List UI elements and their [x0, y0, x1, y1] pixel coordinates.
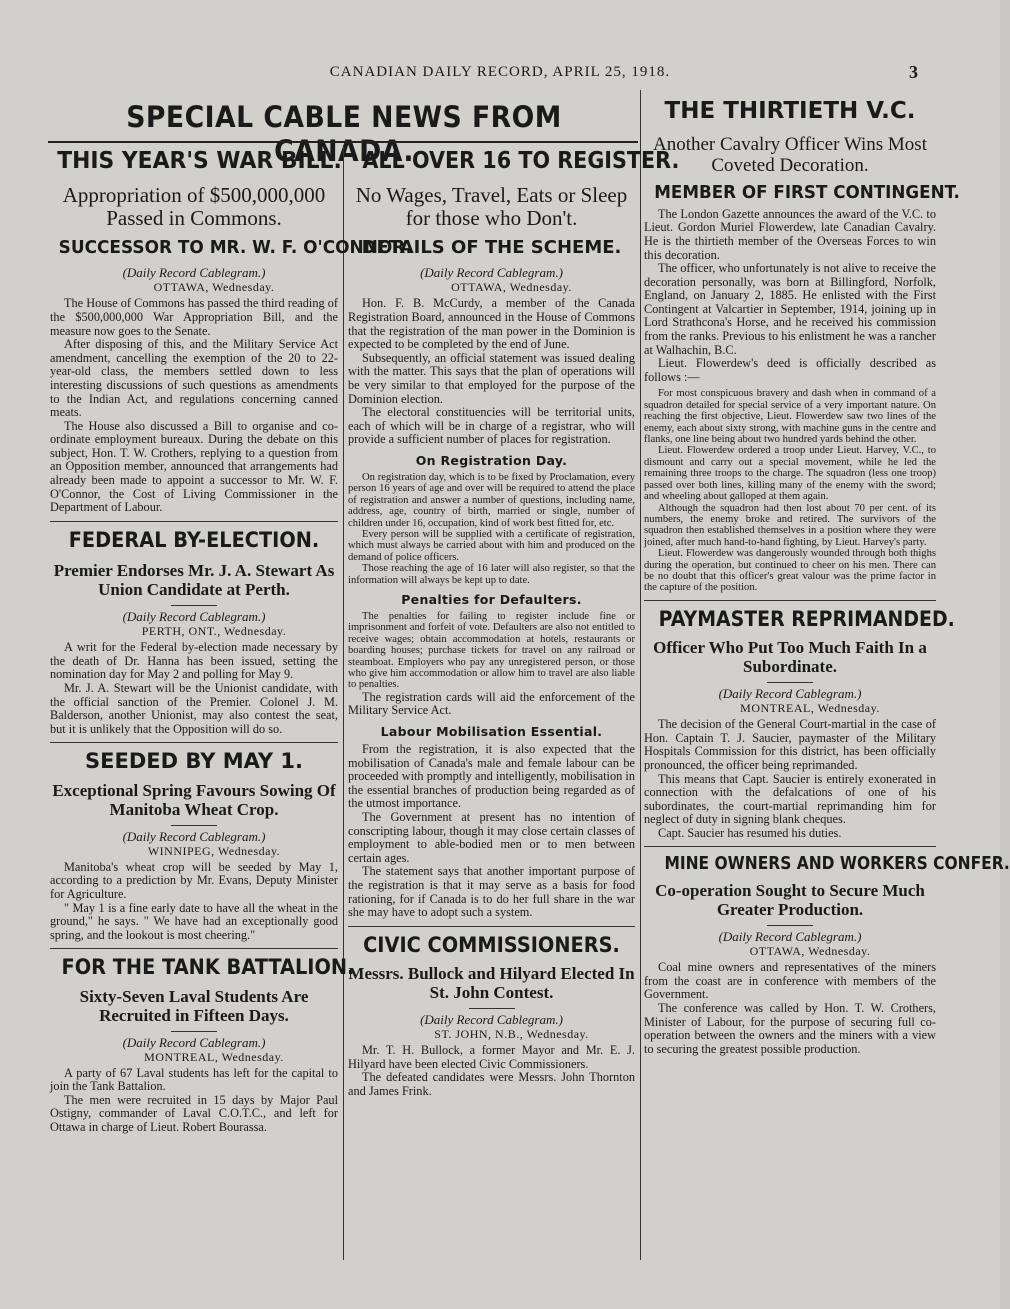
article-registration — [348, 148, 680, 920]
headline: THIS YEAR'S WAR BILL. — [57, 148, 342, 174]
deck: Premier Endorses Mr. J. A. Stewart As Union Candidate at Perth. — [53, 561, 335, 600]
article-divider — [50, 521, 338, 522]
paragraph: On registration day, which is to be fixed by Proclamation, every person 16 years of age and over will be required to attend the place of registration and answer a number of questions, including name, address, age, country of birth, married or single, number of children under 16, occupation, kind of work best fitted for, etc. — [348, 471, 635, 529]
deck: Officer Who Put Too Much Faith In a Subordinate. — [653, 637, 927, 676]
article-tank-battalion — [50, 955, 355, 1135]
paragraph: The penalties for failing to register include fine or imprisonment and forfeit of vote. Defaulters are also not entitled to receive wages; obtain accommodation at hotels, restaurants or boarding houses; purchase tickets for travel on any railroad or steamboat. Employers who pay any unregistered person, or those who give him accommodation or allow him to travel are also liable to penalties. — [348, 610, 635, 691]
section-subhead: Labour Mobilisation Essential. — [380, 723, 603, 739]
paragraph: Manitoba's wheat crop will be seeded by May 1, according to a prediction by Mr. Evans, Deputy Minister for Agriculture. — [50, 859, 338, 901]
paragraph: After disposing of this, and the Military Service Act amendment, cancelling the exemption of the 20 to 22-year-old class, the members settled down to less interesting discussions of such questions as amendments to the Indian Act, and regulations concerning canned meats. — [50, 337, 338, 420]
paragraph: Lieut. Flowerdew's deed is officially described as follows :— — [644, 356, 936, 384]
dateline: OTTAWA, Wednesday. — [749, 944, 871, 959]
article-seeded-by-may — [50, 749, 338, 942]
paragraph: Capt. Saucier has resumed his duties. — [658, 825, 842, 840]
headline: FOR THE TANK BATTALION. — [61, 955, 355, 980]
article-mine-owners — [644, 853, 1010, 1056]
headline: CIVIC COMMISSIONERS. — [363, 932, 620, 957]
paragraph: For most conspicuous bravery and dash when in command of a squadron detailed for special service of a very important nature. On reaching the first objective, Lieut. Flowerdew saw two lines of the enemy, each about sixty strong, with machine guns in the centre and flanks, one line being about two hundred yards behind the other. — [644, 388, 936, 446]
paragraph: The conference was called by Hon. T. W. Crothers, Minister of Labour, for the purpose of securing full co-operation between the owners and the miners with a view to securing the greatest possible production. — [644, 1001, 936, 1056]
column-rule-2 — [640, 90, 641, 1260]
paragraph: Mr. J. A. Stewart will be the Unionist candidate, with the official sanction of the Premier. Colonel J. M. Balderson, another Unionist, may also contest the seat, but it is unlikely that the Opposition will do so. — [50, 681, 338, 736]
credit: (Daily Record Cablegram.) — [122, 1034, 266, 1050]
article-divider — [50, 742, 338, 743]
page-number: 3 — [909, 62, 918, 82]
short-rule — [469, 1008, 515, 1009]
headline: FEDERAL BY-ELECTION. — [68, 527, 320, 552]
article-divider — [644, 846, 936, 847]
paragraph: The Government at present has no intention of conscripting labour, though it may close certain classes of employment to able-bodied men or to men between certain ages. — [348, 809, 635, 865]
credit: (Daily Record Cablegram.) — [718, 686, 862, 701]
article-divider — [50, 948, 338, 949]
section-banner: SPECIAL CABLE NEWS FROM CANADA. — [126, 100, 562, 168]
short-rule — [171, 1031, 217, 1032]
deck: Exceptional Spring Favours Sowing Of Manitoba Wheat Crop. — [52, 780, 336, 819]
article-thirtieth-vc — [644, 98, 960, 594]
credit: (Daily Record Cablegram.) — [122, 265, 266, 281]
paragraph: The registration cards will aid the enforcement of the Military Service Act. — [348, 689, 635, 718]
headline: PAYMASTER REPRIMANDED. — [658, 606, 955, 631]
paragraph: The House also discussed a Bill to organise and co-ordinate employment bureaux. During the debate on this subject, Hon. T. W. Crothers, replying to a question from an Opposition member, announced that arrangements had already been made to appoint a successor to Mr. W. F. O'Connor, the Cost of Living Commissioner in the Department of Labour. — [50, 418, 338, 515]
subhead: DETAILS OF THE SCHEME. — [361, 236, 622, 258]
headline: SEEDED BY MAY 1. — [85, 749, 303, 774]
headline: THE THIRTIETH V.C. — [664, 98, 916, 124]
article-federal-by-election — [50, 528, 338, 737]
paragraph: A writ for the Federal by-election made necessary by the death of Dr. Hanna has been issued, setting the nomination day for May 2 and polling for May 9. — [50, 640, 338, 682]
short-rule — [171, 605, 217, 606]
paragraph: The defeated candidates were Messrs. John Thornton and James Frink. — [348, 1070, 635, 1098]
deck: Co-operation Sought to Secure Much Greater Production. — [655, 881, 925, 920]
article-civic-commissioners — [348, 933, 635, 1099]
short-rule — [767, 682, 813, 683]
deck: Appropriation of $500,000,000 Passed in Commons. — [62, 182, 326, 231]
paragraph: The electoral constituencies will be territorial units, each of which will be in charge of a registrar, who will provide a sufficient number of places for registration. — [348, 405, 635, 447]
paragraph: Coal mine owners and representatives of the miners from the coast are in conference with members of the Government. — [644, 960, 936, 1002]
column-2 — [348, 148, 680, 1260]
section-subhead: On Registration Day. — [415, 452, 568, 468]
paragraph: From the registration, it is also expected that the mobilisation of Canada's male and female labour can be proceeded with promptly and intelligently, mobilisation in the essential branches of production being regarded as of the utmost importance. — [348, 741, 635, 811]
article-war-bill — [50, 148, 413, 515]
paragraph: Lieut. Flowerdew was dangerously wounded through both thighs during the operation, but continued to cheer on his men. There can be no doubt that this officer's great valour was the prime factor in the capture of the position. — [644, 548, 936, 594]
column-rule-1 — [343, 145, 344, 1260]
dateline: MONTREAL, Wednesday. — [144, 1049, 284, 1064]
credit: (Daily Record Cablegram.) — [122, 828, 266, 844]
paragraph: The London Gazette announces the award of the V.C. to Lieut. Gordon Muriel Flowerdew, late Canadian Cavalry. He is the thirtieth member of the Overseas Forces to win this decoration. — [644, 206, 936, 262]
headline: ALL OVER 16 TO REGISTER. — [362, 148, 680, 174]
paragraph: Lieut. Flowerdew ordered a troop under Lieut. Harvey, V.C., to dismount and carry out a special movement, while he led the remaining three troops to the charge. The squadron (less one troop) passed over both lines, killing many of the enemy with the sword; and wheeling about galloped at them again. — [644, 445, 936, 503]
dateline: WINNIPEG, Wednesday. — [147, 843, 281, 858]
credit: (Daily Record Cablegram.) — [718, 929, 862, 945]
dateline: ST. JOHN, N.B., Wednesday. — [434, 1026, 589, 1041]
paragraph: The officer, who unfortunately is not alive to receive the decoration personally, was born at Billingford, Norfolk, England, on January 2, 1885. He enlisted with the First Contingent at Valcartier in September, 1914, joining up in Lord Strathcona's Horse, and he received his commission from the ranks. Previous to his enlistment he was a rancher at Walhachin, B.C. — [644, 261, 936, 357]
paragraph: The statement says that another important purpose of the registration is that it may serve as a basis for food rationing, for if Canada is to do her full share in the war she may have to adopt such a system. — [348, 864, 635, 920]
paragraph: " May 1 is a fine early date to have all the wheat in the ground," he says. " We have had an exceptionally good spring, and the lookout is most cheering." — [50, 900, 338, 942]
running-head: CANADIAN DAILY RECORD, APRIL 25, 1918. — [329, 64, 671, 80]
paragraph: The House of Commons has passed the third reading of the $500,000,000 War Appropriation Bill, and the measure now goes to the Senate. — [50, 296, 338, 338]
article-divider — [348, 926, 635, 927]
paragraph: Although the squadron had then lost about 70 per cent. of its numbers, the enemy broke and retired. The survivors of the squadron then established themselves in a position where they were joined, after much hand-to-hand fighting, by Lieut. Harvey's party. — [644, 502, 936, 548]
banner-rule — [48, 141, 638, 143]
article-paymaster — [644, 606, 955, 841]
paragraph: The men were recruited in 15 days by Major Paul Ostigny, commander of Laval C.O.T.C., and left for Ottawa in charge of Lieut. Robert Bourassa. — [50, 1092, 338, 1135]
credit: (Daily Record Cablegram.) — [122, 609, 266, 625]
short-rule — [171, 825, 217, 826]
paragraph: A party of 67 Laval students has left for the capital to join the Tank Battalion. — [50, 1065, 338, 1094]
deck: No Wages, Travel, Eats or Sleep for those who Don't. — [355, 182, 628, 231]
section-subhead: Penalties for Defaulters. — [401, 591, 582, 607]
column-3 — [644, 98, 1010, 1260]
paragraph: The decision of the General Court-martial in the case of Hon. Captain T. J. Saucier, paymaster of the Military Hospitals Commission for this district, has been officially pronounced, the officer being reprimanded. — [644, 717, 936, 772]
paragraph: This means that Capt. Saucier is entirely exonerated in connection with the defalcations of one of his subordinates, the court-martial reprimanding him for neglect of duty in signing blank cheques. — [644, 771, 936, 827]
paragraph: Every person will be supplied with a certificate of registration, which must always be carried about with him and produced on the demand of police officers. — [348, 528, 635, 563]
column-1 — [50, 148, 413, 1260]
dateline: PERTH, ONT., Wednesday. — [141, 624, 287, 639]
article-divider — [644, 600, 936, 601]
paragraph: Hon. F. B. McCurdy, a member of the Canada Registration Board, announced in the House of Commons that the registration of the man power in the Dominion is expected to be completed by the end of June. — [348, 296, 635, 352]
dateline: OTTAWA, Wednesday. — [153, 280, 275, 295]
paragraph: Mr. T. H. Bullock, a former Mayor and Mr. E. J. Hilyard have been elected Civic Commissioners. — [348, 1043, 635, 1071]
deck: Sixty-Seven Laval Students Are Recruited in Fifteen Days. — [79, 986, 309, 1025]
deck: Messrs. Bullock and Hilyard Elected In St. John Contest. — [348, 963, 635, 1002]
credit: (Daily Record Cablegram.) — [420, 265, 563, 281]
dateline: OTTAWA, Wednesday. — [451, 280, 572, 295]
dateline: MONTREAL, Wednesday. — [740, 700, 880, 715]
paragraph: Those reaching the age of 16 later will also register, so that the information will always be kept up to date. — [348, 563, 635, 586]
deck: Another Cavalry Officer Wins Most Coveted Decoration. — [653, 133, 927, 176]
headline: MINE OWNERS AND WORKERS CONFER. — [664, 853, 1010, 875]
credit: (Daily Record Cablegram.) — [420, 1011, 563, 1027]
short-rule — [767, 925, 813, 926]
subhead: SUCCESSOR TO MR. W. F. O'CONNOR. — [58, 236, 413, 258]
paragraph: Subsequently, an official statement was issued dealing with the matter. This says that the plan of operations will be very similar to that employed for the purpose of the Dominion election. — [348, 350, 635, 406]
subhead: MEMBER OF FIRST CONTINGENT. — [654, 182, 960, 204]
